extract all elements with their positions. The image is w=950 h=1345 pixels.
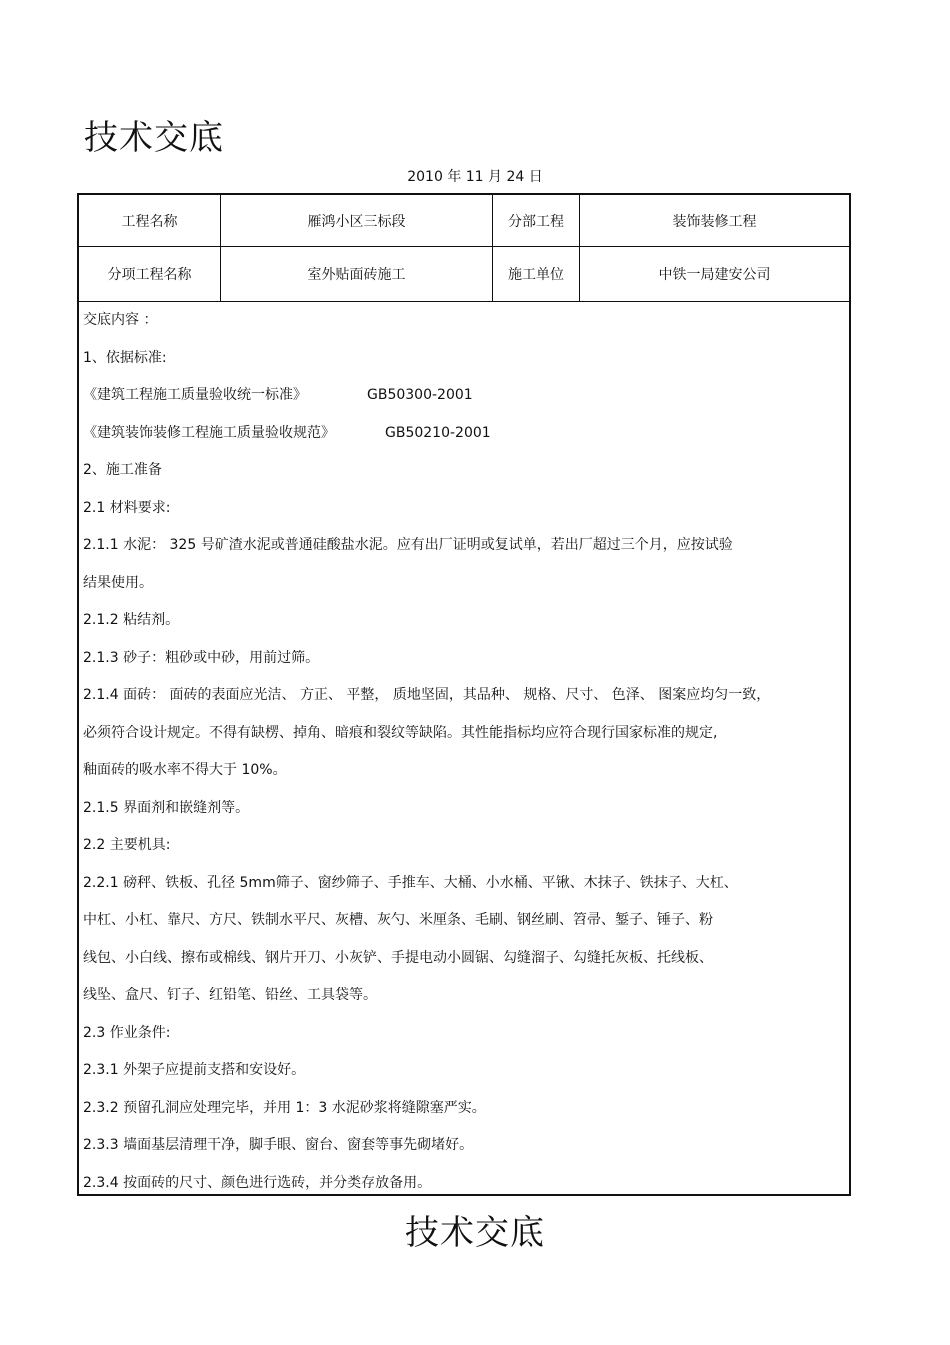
item-2-3-3: 2.3.3 墙面基层清理干净，脚手眼、窗台、窗套等事先砌堵好。 xyxy=(83,1137,474,1153)
contractor-value: 中铁一局建安公司 xyxy=(658,267,771,283)
standard-2 xyxy=(83,415,845,453)
disclosure-content xyxy=(83,302,845,1194)
item-2-1-1-line-2: 结果使用。 xyxy=(83,574,153,591)
item-2-1-4-line-2: 必须符合设计规定。不得有缺楞、掉角、暗痕和裂纹等缺陷。其性能指标均应符合现行国家标准的规定, xyxy=(83,724,718,741)
section-2-heading: 2、施工准备 xyxy=(83,462,162,478)
standard-2-code: GB50210-2001 xyxy=(385,424,491,441)
section-2-1: 2.1 材料要求: xyxy=(83,499,171,516)
item-2-1-1-line-1: 2.1.1 水泥： 325 号矿渣水泥或普通硅酸盐水泥。应有出厂证明或复试单，若出厂超过三个月，应按试验 xyxy=(83,537,733,553)
standard-2-name: 《建筑装饰装修工程施工质量验收规范》 xyxy=(83,424,335,441)
item-2-1-2: 2.1.2 粘结剂。 xyxy=(83,612,180,628)
item-2-1-3: 2.1.3 砂子：粗砂或中砂，用前过筛。 xyxy=(83,649,320,666)
subproject-name-label: 分项工程名称 xyxy=(79,247,221,301)
item-2-1-4-line-1: 2.1.4 面砖： 面砖的表面应光洁、 方正、 平整， 质地坚固，其品种、 规格、尺寸、 色泽、 图案应均匀一致， xyxy=(83,687,771,703)
item-2-2-1-line-1: 2.2.1 磅秤、铁板、孔径 5mm筛子、窗纱筛子、手推车、大桶、小水桶、平锹、木抹子、铁抹子、大杠、 xyxy=(83,874,738,891)
project-name-value: 雁鸿小区三标段 xyxy=(221,195,493,246)
contractor-label: 施工单位 xyxy=(493,247,580,301)
document-date: 2010 年 11 月 24 日 xyxy=(407,169,543,185)
item-2-2-1-line-3: 线包、小白线、擦布或棉线、钢片开刀、小灰铲、手提电动小圆锯、勾缝溜子、勾缝托灰板、托线板、 xyxy=(83,949,713,966)
project-name-label: 工程名称 xyxy=(79,195,221,246)
document-title: 技术交底 xyxy=(84,118,224,158)
section-2-2: 2.2 主要机具: xyxy=(83,837,171,853)
table-row-subproject xyxy=(79,247,849,302)
division-label: 分部工程 xyxy=(493,195,580,246)
section-2-3: 2.3 作业条件: xyxy=(83,1024,171,1041)
item-2-2-1-line-2: 中杠、小杠、靠尺、方尺、铁制水平尺、灰槽、灰勺、米厘条、毛刷、钢丝刷、笤帚、錾子、锤子、粉 xyxy=(83,912,713,928)
item-2-1-4-line-3: 釉面砖的吸水率不得大于 10%。 xyxy=(83,762,287,778)
division-value: 装饰装修工程 xyxy=(672,213,757,230)
disclosure-table xyxy=(77,193,851,1196)
item-2-3-2: 2.3.2 预留孔洞应处理完毕，并用 1：3 水泥砂浆将缝隙塞严实。 xyxy=(83,1099,486,1116)
standard-1 xyxy=(83,377,845,415)
item-2-3-4: 2.3.4 按面砖的尺寸、颜色进行选砖，并分类存放备用。 xyxy=(83,1174,432,1191)
item-2-1-5: 2.1.5 界面剂和嵌缝剂等。 xyxy=(83,799,250,816)
next-page-title: 技术交底 xyxy=(405,1213,545,1253)
table-row-project xyxy=(79,195,849,247)
content-heading: 交底内容 ： xyxy=(83,312,158,328)
item-2-2-1-line-4: 线坠、盒尺、钉子、红铅笔、铅丝、工具袋等。 xyxy=(83,987,377,1003)
item-2-3-1: 2.3.1 外架子应提前支搭和安设好。 xyxy=(83,1062,306,1078)
standard-1-name: 《建筑工程施工质量验收统一标准》 xyxy=(83,387,307,403)
subproject-name-value: 室外贴面砖施工 xyxy=(221,247,493,301)
section-1-heading: 1、依据标准: xyxy=(83,349,167,366)
standard-1-code: GB50300-2001 xyxy=(367,387,473,403)
